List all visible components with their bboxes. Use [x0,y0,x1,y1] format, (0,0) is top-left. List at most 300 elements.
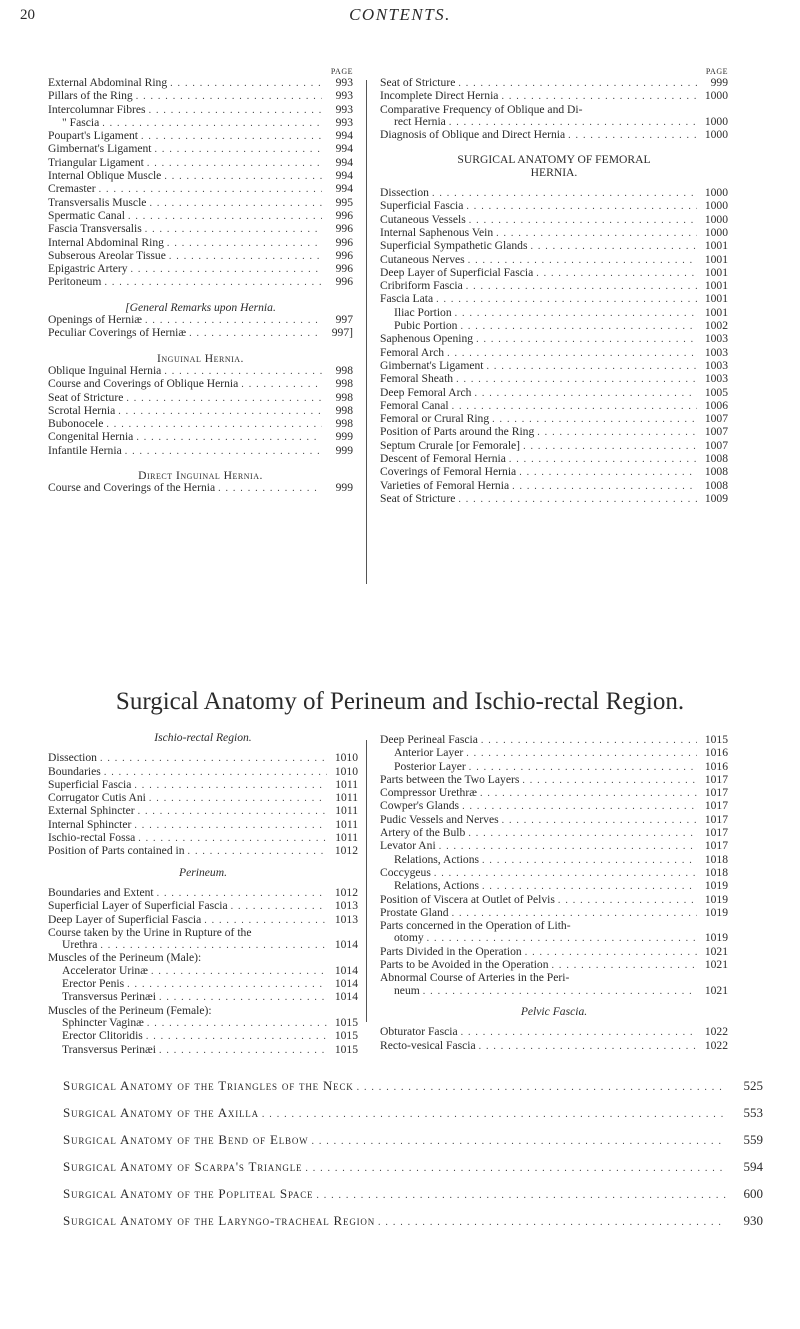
toc-entry-title: Sphincter Vaginæ [62,1015,144,1029]
toc-entry [63,1132,763,1159]
toc-entry-page: 1000 [704,89,728,103]
toc-entry-page: 998 [335,417,353,431]
toc-entry-title: Superficial Fascia [48,777,132,791]
dot-leader [460,321,697,333]
toc-entry-title: Epigastric Artery [48,262,128,276]
toc-entry [48,104,353,117]
toc-entry-title: Seat of Stricture [48,390,124,404]
dot-leader [128,211,322,223]
toc-entry-title: External Sphincter [48,804,135,818]
toc-entry-page: 1001 [704,305,728,319]
toc-entry [48,845,358,858]
toc-entry [380,747,728,760]
toc-entry [380,734,728,747]
toc-entry-title: Superficial Fascia [380,199,464,213]
toc-entry-page: 994 [335,129,353,143]
dot-leader [458,494,697,506]
toc-entry-title: Subserous Areolar Tissue [48,248,166,262]
toc-entry [48,939,358,952]
toc-entry-page: 1021 [704,958,728,972]
dot-leader [138,806,327,818]
toc-section-heading: SURGICAL ANATOMY OF FEMORAL [457,153,651,167]
toc-entry-title: Cowper's Glands [380,799,460,813]
toc-entry [48,1044,358,1057]
dot-leader [487,361,697,373]
toc-entry-page: 996 [335,222,353,236]
dot-leader [149,105,322,117]
dot-leader [106,419,322,431]
toc-entry-page: 993 [335,102,353,116]
toc-entry-page: 1015 [334,1029,358,1043]
dot-leader [136,91,322,103]
dot-leader [423,986,697,998]
toc-entry-page: 999 [710,76,728,89]
toc-entry [380,320,728,333]
toc-entry [48,378,353,391]
toc-entry [380,240,728,253]
toc-entry [380,347,728,360]
toc-entry-page: 998 [335,403,353,417]
toc-entry-title: " Fascia [62,115,100,129]
toc-entry-title: Boundaries [48,764,101,778]
toc-entry-page: 1019 [704,879,728,893]
toc-entry-title: Boundaries and Extent [48,885,154,899]
toc-entry-title: Gimbernat's Ligament [48,142,152,156]
toc-entry [380,761,728,774]
dot-leader [502,815,697,827]
toc-entry [380,373,728,386]
toc-entry-page: 1003 [704,332,728,346]
toc-entry-page: 1015 [334,1015,358,1029]
toc-entry-page: 1007 [704,412,728,426]
dot-leader [456,374,697,386]
dot-leader [439,841,697,853]
toc-entry [380,333,728,346]
dot-leader [151,966,327,978]
toc-entry [48,263,353,276]
toc-entry-page: 1014 [334,990,358,1004]
toc-entry-title: Surgical Anatomy of the Axilla [63,1105,259,1120]
spacer [380,179,728,187]
toc-entry [48,237,353,250]
dot-leader [552,960,697,972]
toc-entry-page: 1000 [704,199,728,213]
toc-entry [380,453,728,466]
toc-entry [380,814,728,827]
toc-entry [380,907,728,920]
toc-entry-title: Fascia Transversalis [48,222,142,236]
toc-entry-title: Openings of Herniæ [48,313,143,327]
dot-leader [159,1045,327,1057]
toc-entry-title: Congenital Hernia [48,430,134,444]
dot-leader [169,251,322,263]
toc-entry-page: 1011 [335,777,358,791]
toc-entry [48,445,353,458]
toc-entry [48,482,353,495]
dot-leader [357,1082,726,1093]
toc-entry [48,327,353,340]
toc-entry [48,143,353,156]
dot-leader [482,881,697,893]
toc-entry-title: Varieties of Femoral Hernia [380,478,510,492]
dot-leader [476,334,697,346]
toc-subheading: [General Remarks upon Hernia. [125,300,276,314]
dot-leader [316,1190,726,1201]
dot-leader [512,481,697,493]
dot-leader [100,753,327,765]
toc-entry-page: 1014 [334,963,358,977]
toc-entry-title: neum [394,983,420,997]
toc-entry-title: Internal Abdominal Ring [48,235,164,249]
toc-entry-title: Dissection [48,751,97,765]
toc-entry-title: Parts to be Avoided in the Operation [380,958,549,972]
toc-entry-page: 1015 [704,733,728,746]
dot-leader [378,1217,726,1228]
toc-entry-title: Surgical Anatomy of the Laryngo-tracheal Region [63,1213,376,1228]
dot-leader [481,735,697,747]
toc-entry-page: 525 [743,1078,763,1093]
dot-leader [468,828,697,840]
toc-entry-title: Surgical Anatomy of the Triangles of the Neck [63,1078,354,1093]
toc-entry-page: 1018 [704,852,728,866]
dot-leader [262,1109,726,1120]
toc-entry-title: otomy [394,931,424,945]
toc-entry [48,130,353,143]
toc-entry-page: 1001 [704,252,728,266]
dot-leader [479,1041,697,1053]
toc-entry-title: Femoral Sheath [380,372,454,386]
toc-entry-title: Obturator Fascia [380,1025,458,1039]
toc-entry [380,400,728,413]
toc-entry [380,129,728,142]
toc-entry-title: Fascia Lata [380,292,434,306]
toc-entry-title: Seat of Stricture [380,491,456,505]
dot-leader [189,328,322,340]
toc-entry-title: Femoral Canal [380,398,449,412]
toc-entry [380,800,728,813]
toc-entry-page: 1012 [334,885,358,899]
dot-leader [126,393,322,405]
page-column-label: PAGE [330,67,353,76]
toc-entry [380,854,728,867]
toc-entry-page: 999 [335,430,353,444]
dot-leader [204,915,327,927]
toc-entry [380,787,728,800]
dot-leader [536,268,697,280]
dot-leader [155,144,322,156]
dot-leader [537,427,697,439]
dot-leader [447,348,697,360]
toc-entry-page: 1003 [704,372,728,386]
toc-entry [380,932,728,945]
dot-leader [188,846,327,858]
toc-section-heading: HERNIA. [530,165,578,179]
toc-entry [48,418,353,431]
toc-entry-page: 1000 [704,114,728,128]
toc-entry-page: 1016 [704,759,728,773]
toc-entry [380,200,728,213]
toc-entry-text: Abnormal Course of Arteries in the Peri- [380,971,570,985]
toc-entry [48,250,353,263]
toc-entry [380,90,728,103]
toc-entry-page: 1010 [334,764,358,778]
toc-entry [380,480,728,493]
toc-entry-page: 1000 [704,212,728,226]
toc-entry-title: Compressor Urethræ [380,786,477,800]
toc-entry [380,827,728,840]
toc-entry-page: 998 [335,390,353,404]
toc-entry-title: Superficial Layer of Superficial Fascia [48,899,228,913]
toc-entry [48,779,358,792]
column-divider-mid [366,740,367,1022]
toc-entry [48,819,358,832]
toc-entry [48,792,358,805]
toc-entry [380,1026,728,1039]
toc-column-top-right [380,67,728,506]
toc-entry [380,387,728,400]
toc-entry [48,314,353,327]
toc-entry-page: 600 [743,1186,763,1201]
dot-leader [131,264,322,276]
toc-entry [63,1105,763,1132]
dot-leader [164,171,322,183]
toc-entry-title: Saphenous Opening [380,332,474,346]
toc-entry [380,959,728,972]
toc-entry-title: Parts between the Two Layers [380,772,520,786]
toc-entry [63,1186,763,1213]
toc-entry-page: 997] [331,326,353,340]
toc-entry-page: 1003 [704,345,728,359]
dot-leader [474,388,697,400]
toc-entry-page: 1017 [704,826,728,840]
toc-entry [380,413,728,426]
toc-entry-title: Scrotal Hernia [48,403,116,417]
toc-entry-title: Internal Saphenous Vein [380,225,494,239]
toc-entry [48,1030,358,1043]
dot-leader [466,748,697,760]
toc-subheading: Pelvic Fascia. [520,1004,588,1018]
toc-entry [48,914,358,927]
toc-entry-page: 994 [335,142,353,156]
toc-entry-title: Intercolumnar Fibres [48,102,146,116]
toc-entry [380,867,728,880]
toc-entry-title: Parts Divided in the Operation [380,944,522,958]
toc-entry-title: Urethra [62,938,98,952]
toc-entry-title: Seat of Stricture [380,76,456,89]
toc-entry-title: Coverings of Femoral Hernia [380,465,517,479]
dot-leader [149,793,327,805]
toc-entry-title: Pillars of the Ring [48,89,133,103]
dot-leader [136,432,322,444]
toc-entry-page: 994 [335,182,353,196]
toc-entry-title: Course and Coverings of the Hernia [48,481,216,495]
dot-leader [167,238,322,250]
toc-entry [48,832,358,845]
toc-entry-title: Surgical Anatomy of Scarpa's Triangle [63,1159,303,1174]
toc-entry-title: Descent of Femoral Hernia [380,452,506,466]
dot-leader [466,281,697,293]
toc-entry-title: Septum Crurale [or Femorale] [380,438,521,452]
toc-entry-title: Poupart's Ligament [48,129,138,143]
toc-entry-title: Dissection [380,186,429,200]
toc-entry [380,894,728,907]
toc-entry-page: 1017 [704,772,728,786]
toc-entry-page: 1017 [704,839,728,853]
toc-entry [380,214,728,227]
dot-leader [147,158,322,170]
toc-entry [380,254,728,267]
toc-entry-page: 996 [335,235,353,249]
dot-leader [501,91,697,103]
toc-entry [48,752,358,765]
toc-entry-title: Bubonocele [48,417,104,431]
toc-entry [48,90,353,103]
toc-entry-title: Triangular Ligament [48,155,144,169]
toc-entry-page: 996 [335,262,353,276]
toc-entry [48,766,358,779]
dot-leader [231,901,327,913]
toc-entry-title: Pudic Vessels and Nerves [380,812,499,826]
toc-entry-page: 1007 [704,425,728,439]
toc-entry-page: 1019 [704,931,728,945]
toc-entry-page: 1006 [704,398,728,412]
dot-leader [146,1031,327,1043]
toc-entry-title: Transversalis Muscle [48,195,147,209]
toc-entry-page: 1005 [704,385,728,399]
toc-entry-page: 996 [335,275,353,289]
toc-entry [380,116,728,129]
toc-entry [48,392,353,405]
dot-leader [134,780,327,792]
toc-entry-page: 594 [743,1159,763,1174]
toc-entry [380,77,728,90]
toc-entry-title: Superficial Sympathetic Glands [380,239,528,253]
toc-entry-page: 1014 [334,938,358,952]
toc-entry-page: 994 [335,155,353,169]
toc-entry-page: 1015 [334,1042,358,1056]
dot-leader [99,184,322,196]
toc-entry-page: 999 [335,443,353,457]
toc-entry-title: Position of Parts contained in [48,844,185,858]
toc-entry-title: Artery of the Bulb [380,826,466,840]
toc-entry-page: 1000 [704,225,728,239]
toc-entry [380,280,728,293]
toc-entry-text: Parts concerned in the Operation of Lith- [380,919,571,933]
toc-entry-title: Course and Coverings of Oblique Hernia [48,377,239,391]
dot-leader [170,78,322,90]
toc-entry-page: 1016 [704,746,728,760]
toc-entry-page: 1001 [704,279,728,293]
toc-entry-title: Prostate Gland [380,905,449,919]
toc-entry-page: 1001 [704,239,728,253]
toc-entry-page: 1001 [704,265,728,279]
toc-entry [48,900,358,913]
toc-entry-text: Muscles of the Perineum (Male): [48,951,202,965]
toc-entry-page: 999 [335,481,353,495]
dot-leader [558,895,697,907]
dot-leader [427,933,697,945]
dot-leader [461,1027,697,1039]
dot-leader [159,992,327,1004]
dot-leader [519,467,697,479]
toc-entry-text: Muscles of the Perineum (Female): [48,1003,212,1017]
toc-entry-page: 1008 [704,478,728,492]
toc-entry-title: Accelerator Urinæ [62,963,148,977]
dot-leader [480,788,697,800]
toc-entry-title: Relations, Actions [394,879,480,893]
toc-entry-title: Spermatic Canal [48,208,125,222]
toc-entry-title: Cutaneous Nerves [380,252,465,266]
dot-leader [145,224,322,236]
toc-entry-title: Cribriform Fascia [380,279,463,293]
toc-entry [48,77,353,90]
toc-entry-title: Posterior Layer [394,759,466,773]
toc-entry-page: 1022 [704,1025,728,1039]
toc-entry [380,880,728,893]
dot-leader [466,201,697,213]
toc-section-heading: Direct Inguinal Hernia. [138,469,263,483]
toc-entry-title: Levator Ani [380,839,436,853]
toc-entry-page: 996 [335,208,353,222]
dot-leader [436,294,697,306]
toc-entry-page: 1000 [704,186,728,200]
dot-leader [432,188,697,200]
toc-entry [63,1078,763,1105]
dot-leader [455,308,697,320]
toc-entry-page: 1018 [704,865,728,879]
toc-entry-title: Iliac Portion [394,305,452,319]
toc-entry-title: Deep Perineal Fascia [380,733,478,746]
toc-entry-text: Comparative Frequency of Oblique and Di- [380,102,583,116]
dot-leader [523,441,697,453]
dot-leader [141,131,322,143]
dot-leader [525,947,697,959]
toc-subheading: Ischio-rectal Region. [154,731,252,744]
toc-entry [48,210,353,223]
toc-entry-title: Surgical Anatomy of the Bend of Elbow [63,1132,309,1147]
toc-entry [380,360,728,373]
toc-entry-page: 1017 [704,799,728,813]
toc-entry [48,887,358,900]
toc-entry-title: Internal Oblique Muscle [48,169,162,183]
toc-entry [48,276,353,289]
toc-entry [63,1159,763,1186]
toc-entry-title: Cremaster [48,182,96,196]
dot-leader [469,215,697,227]
toc-entry-text: Course taken by the Urine in Rupture of the [48,925,252,939]
spacer [48,290,353,302]
toc-entry-page: 1013 [334,899,358,913]
toc-entry-page: 1011 [335,804,358,818]
dot-leader [118,406,322,418]
toc-entry-page: 1021 [704,944,728,958]
toc-entry [380,293,728,306]
toc-entry-title: Anterior Layer [394,746,464,760]
toc-entry [380,946,728,959]
toc-entry-title: Coccygeus [380,865,431,879]
toc-entry-page: 553 [743,1105,763,1120]
toc-entry [48,197,353,210]
toc-entry-page: 1008 [704,452,728,466]
toc-entry-page: 996 [335,248,353,262]
toc-column-mid-right [380,734,728,1053]
toc-entry-page: 1012 [334,844,358,858]
toc-entry-title: Oblique Inguinal Hernia [48,363,162,377]
dot-leader [134,820,327,832]
toc-entry-title: Deep Layer of Superficial Fascia [48,912,202,926]
toc-entry [48,1017,358,1030]
running-head: CONTENTS. [349,5,451,24]
